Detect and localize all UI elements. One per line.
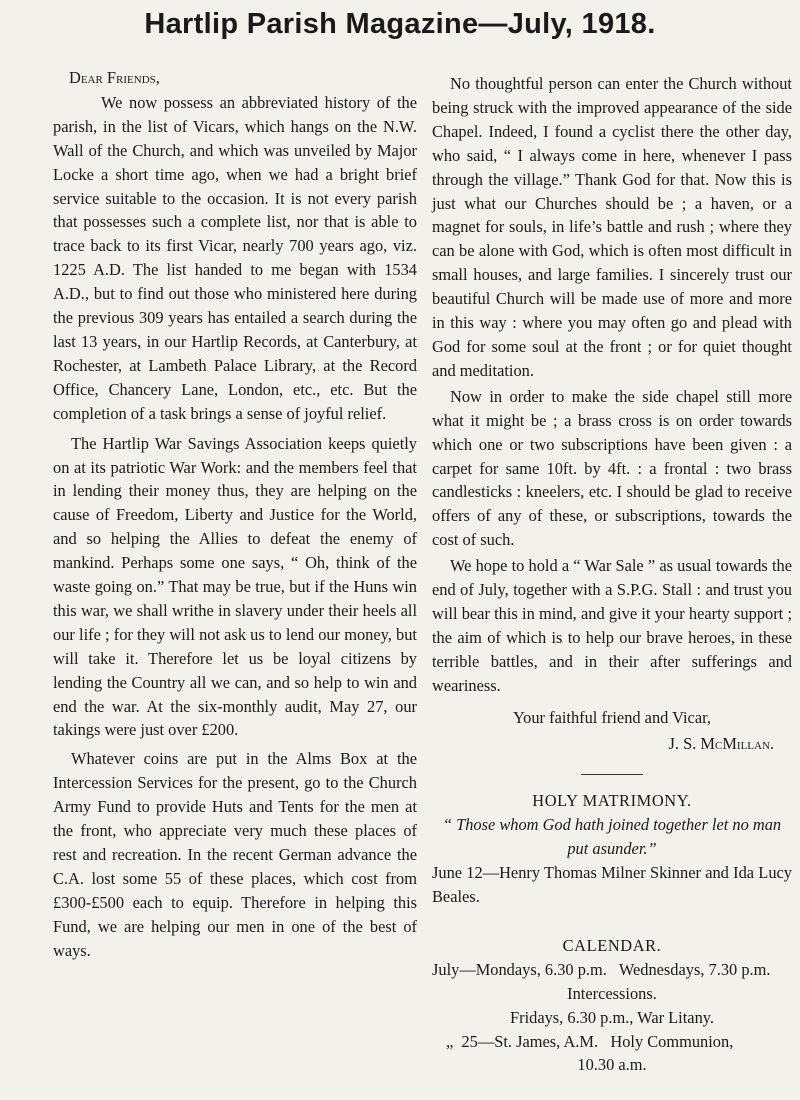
letter-paragraph-brass-cross: Now in order to make the side chapel still more what it might be ; a brass cross is on order towards which one or two subscriptions have been given : a carpet for same 10ft. by 4ft. : a frontal : two brass candlesticks : kneelers, etc. I should be glad to receive offers of any of these, or subscriptions, towards the cost of such. <box>432 386 792 550</box>
calendar-heading: CALENDAR. <box>562 935 662 955</box>
page-title: Hartlip Parish Magazine—July, 1918. <box>144 8 656 40</box>
section-divider <box>581 774 643 775</box>
calendar-line-intercessions: Intercessions. <box>567 983 657 1003</box>
calendar-line-mondays: July—Mondays, 6.30 p.m. Wednesdays, 7.30 p.m. <box>432 959 771 979</box>
letter-paragraph-side-chapel: No thoughtful person can enter the Church without being struck with the improved appearance of the side Chapel. Indeed, I found a cyclist there the other day, who said, “ I always come in here, whenever I pass through the village.” Thank God for that. Now this is just what our Churches should be ; a haven, or a magnet for souls, in life’s battle and rush ; where they can be alone with God, which is often most difficult in small houses, and large families. I sincerely trust our beautiful Church will be made use of more and more in this way : where you may often go and plead with God for some soul at the front ; or for quiet thought and meditation. <box>432 74 792 380</box>
right-column <box>432 66 792 1077</box>
letter-signoff: Your faithful friend and Vicar, <box>512 707 712 727</box>
letter-signature: J. S. McMillan. <box>668 734 774 754</box>
matrimony-quote: “ Those whom God hath joined together let no man put asunder.” <box>442 815 782 859</box>
matrimony-entry: June 12—Henry Thomas Milner Skinner and Ida Lucy Beales. <box>432 863 792 906</box>
left-column <box>53 66 417 963</box>
matrimony-heading: HOLY MATRIMONY. <box>532 791 692 811</box>
section-spacer <box>581 923 643 924</box>
letter-paragraph-history: We now possess an abbreviated history of the parish, in the list of Vicars, which hangs on the N.W. Wall of the Church, and which was unveiled by Major Locke a short time ago, when we had a bright brief service suitable to the occasion. It is not every parish that possesses such a complete list, nor that is able to trace back to its first Vicar, nearly 700 years ago, viz. 1225 A.D. The list handed to me began with 1534 A.D., but to find out those who ministered here during the previous 309 years has entailed a search during the last 13 years, in our Hartlip Records, at Canterbury, at Rochester, at Lambeth Palace Library, at the Record Office, Chancery Lane, London, etc., etc. But the completion of a task brings a sense of joyful relief. <box>53 92 417 423</box>
calendar-line-st-james: „ 25—St. James, A.M. Holy Communion, <box>446 1031 734 1051</box>
letter-paragraph-war-savings: The Hartlip War Savings Association keeps quietly on at its patriotic War Work: and the members feel that in lending their money thus, they are helping on the cause of Freedom, Liberty and Justice for the World, and so helping the Allies to defeat the enemy of mankind. Perhaps some one says, “ Oh, think of the waste going on.” That may be true, but if the Huns win this war, we shall writhe in slavery under their heels all our life ; for they will not ask us to lend our money, but will take it. Therefore let us be loyal citizens by lending the Country all we can, and so help to win and end the war. At the six-monthly audit, May 27, our takings were just over £200. <box>53 433 417 740</box>
calendar-line-fridays: Fridays, 6.30 p.m., War Litany. <box>510 1007 714 1027</box>
letter-paragraph-alms: Whatever coins are put in the Alms Box at the Intercession Services for the present, go to the Church Army Fund to provide Huts and Tents for the men at the front, who appreciate very much these places of rest and recreation. In the recent German advance the C.A. lost some 55 of these places, which cost from £300-£500 each to equip. Therefore in helping this Fund, we are helping our men in one of the best of ways. <box>53 749 417 960</box>
letter-paragraph-war-sale: We hope to hold a “ War Sale ” as usual towards the end of July, together with a S.P.G. Stall : and trust you will bear this in mind, and give it your hearty support ; the aim of which is to help our brave heroes, in these terrible battles, and in their after sufferings and weariness. <box>432 556 792 695</box>
calendar-line-time: 10.30 a.m. <box>577 1055 647 1075</box>
letter-salutation: Dear Friends, <box>69 68 160 87</box>
